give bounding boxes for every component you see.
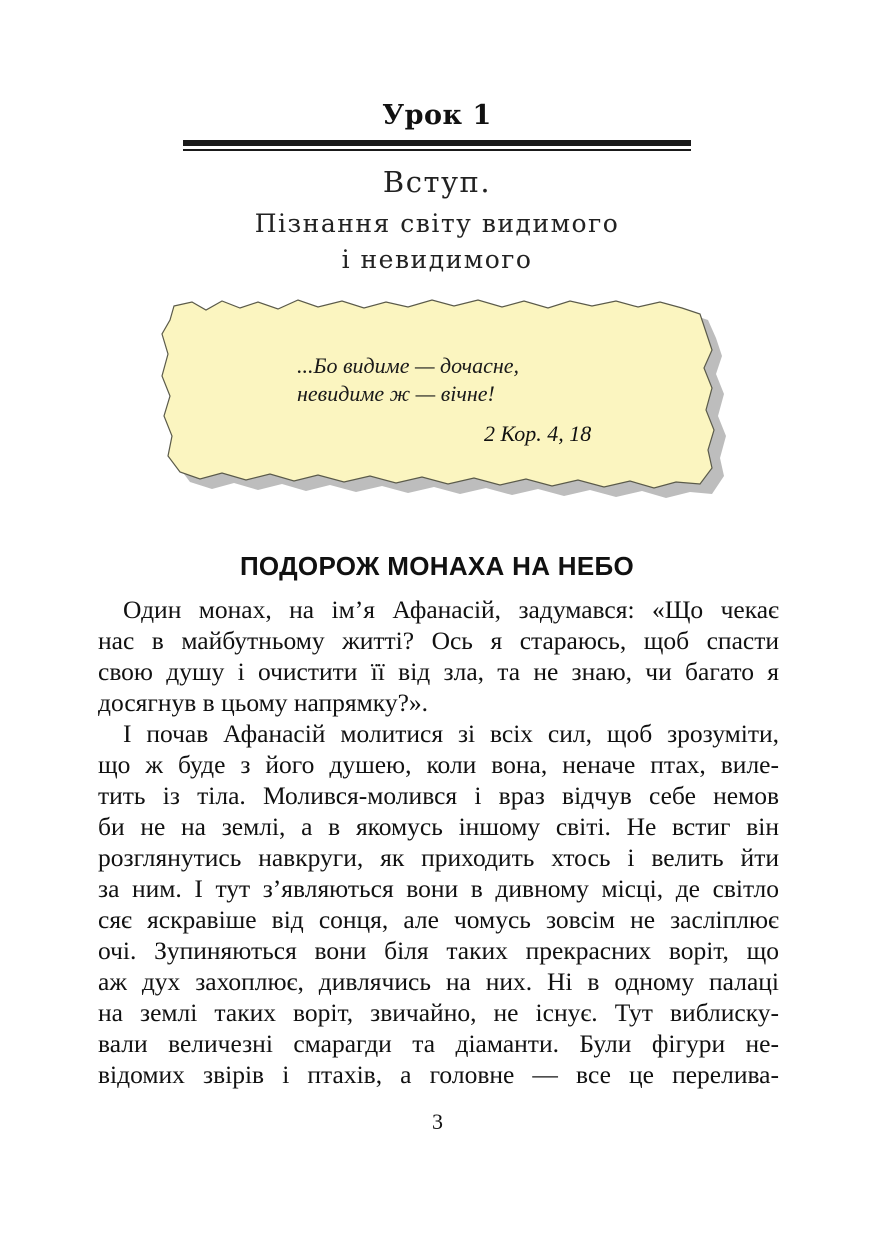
lesson-subtitle-intro: Вступ. xyxy=(382,165,492,199)
story-line: Один монах, на ім’я Афанасій, задумався: «Що чекає xyxy=(123,595,779,624)
story-body xyxy=(98,594,779,1090)
story-line: що ж буде з його душею, коли вона, неначе птах, вилe- xyxy=(98,750,779,779)
story-line: вали величезні смарагди та діаманти. Були фігури не- xyxy=(98,1029,779,1058)
epigraph-line-1: ...Бо видиме — дочасне, xyxy=(297,353,520,378)
epigraph-line-2: невидиме ж — вічне! xyxy=(297,381,495,406)
story-line: відомих звірів і птахів, а головне — все це перелива- xyxy=(98,1060,779,1089)
story-line: би не на землі, а в якомусь іншому світі. Не встиг він xyxy=(98,812,779,841)
story-line: розглянутись навкруги, як приходить хтось і велить йти xyxy=(98,843,779,872)
story-line: очі. Зупиняються вони біля таких прекрасних воріт, що xyxy=(98,936,779,965)
epigraph-text xyxy=(297,352,627,408)
story-title: ПОДОРОЖ МОНАХА НА НЕБО xyxy=(239,551,635,581)
lesson-subtitle-line3: і невидимого xyxy=(341,245,533,274)
story-line: за ним. І тут з’являються вони в дивному місці, де світло xyxy=(98,874,779,903)
page-number: 3 xyxy=(432,1109,443,1134)
story-line: аж дух захоплює, дивлячись на них. Ні в одному палаці xyxy=(98,967,779,996)
header-rule-thin xyxy=(183,149,691,151)
epigraph-reference: 2 Кор. 4, 18 xyxy=(484,421,592,446)
story-line: досягнув в цьому напрямку?». xyxy=(98,688,429,717)
story-line: сяє яскравіше від сонця, але чомусь зовсім не засліплює xyxy=(98,905,779,934)
lesson-header xyxy=(183,96,691,151)
header-rule-thick xyxy=(183,140,691,146)
story-line: свою душу і очистити її від зла, та не знаю, чи багато я xyxy=(98,657,779,686)
story-line: тить із тіла. Молився-молився і враз відчув себе немов xyxy=(98,781,779,810)
story-line: І почав Афанасій молитися зі всіх сил, щоб зрозуміти, xyxy=(123,719,779,748)
lesson-title: Урок 1 xyxy=(382,100,492,131)
lesson-subtitle-line2: Пізнання світу видимого xyxy=(254,209,620,238)
story-line: на землі таких воріт, звичайно, не існує. Тут виблиску- xyxy=(98,998,779,1027)
story-line: нас в майбутньому житті? Ось я стараюсь, щоб спасти xyxy=(98,626,779,655)
